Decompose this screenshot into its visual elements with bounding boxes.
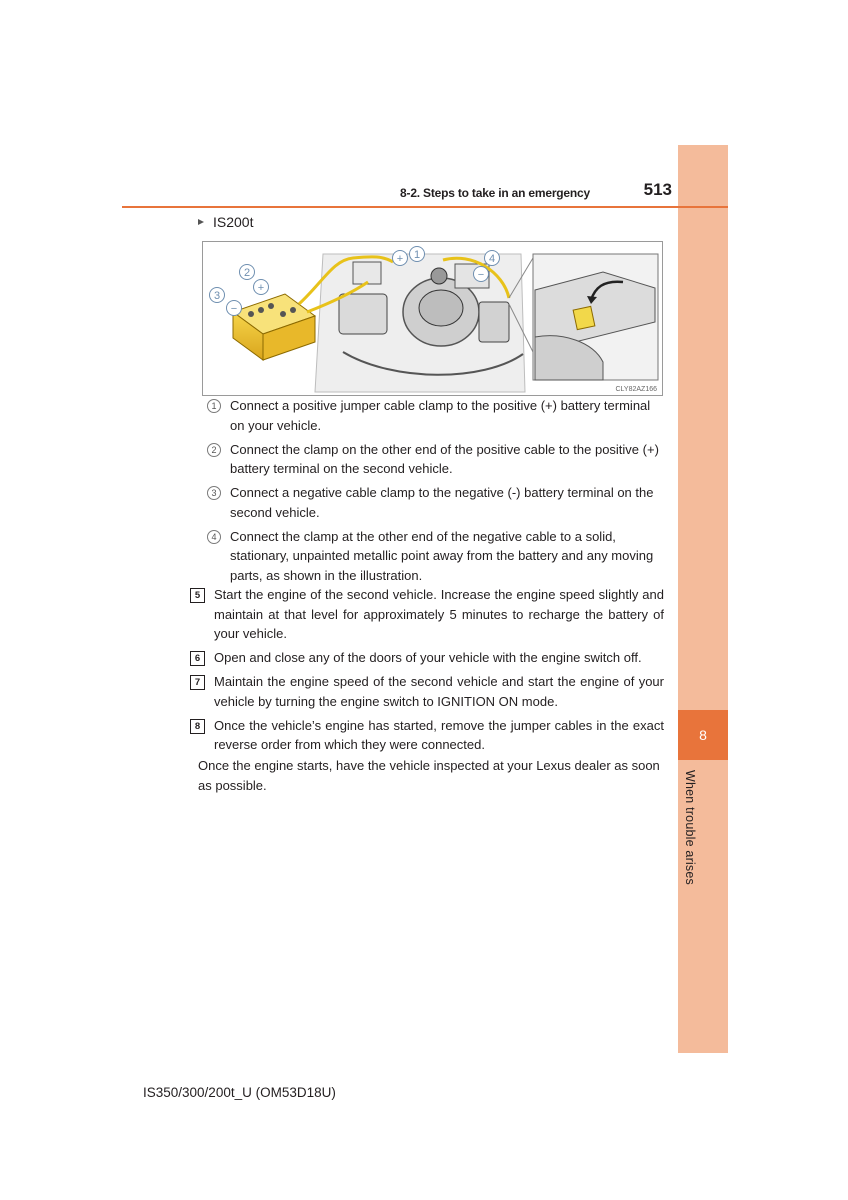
- substep-text: Connect the clamp on the other end of the positive cable to the positive (+) battery terminal on the second vehicle.: [230, 441, 659, 476]
- engine-bay-diagram: [203, 242, 662, 395]
- engine-bay: [315, 254, 525, 392]
- page-number: 513: [643, 180, 672, 199]
- model-heading: [198, 214, 253, 230]
- callout-2-label: 2: [243, 267, 251, 279]
- footer-model-code: IS350/300/200t_U (OM53D18U): [143, 1085, 336, 1100]
- callout-1-label: 1: [413, 249, 421, 261]
- step-item: [190, 716, 664, 755]
- substep-text: Connect a negative cable clamp to the negative (-) battery terminal on the second vehicle.: [230, 485, 654, 520]
- substep-item: [206, 396, 664, 435]
- closing-note: Once the engine starts, have the vehicle inspected at your Lexus dealer as soon as possible.: [198, 758, 660, 793]
- step-text: Start the engine of the second vehicle. Increase the engine speed slightly and maintain at that level for approximately 5 minutes to recharge the battery of your vehicle.: [214, 587, 664, 641]
- step-list: [190, 585, 664, 759]
- circled-number-icon: 1: [207, 399, 221, 413]
- step-text: Once the vehicle’s engine has started, remove the jumper cables in the exact reverse order from which they were connected.: [214, 717, 664, 752]
- header-divider: [122, 206, 728, 208]
- step-number-box: 7: [190, 675, 205, 690]
- substep-list: [206, 396, 664, 590]
- chapter-side-tab: [678, 145, 728, 1053]
- circled-number-icon: 2: [207, 443, 221, 457]
- substep-text: Connect a positive jumper cable clamp to the positive (+) battery terminal on your vehicle.: [230, 398, 651, 433]
- circled-number-icon: 4: [207, 530, 221, 544]
- callout-4-label: 4: [488, 253, 496, 265]
- step-number-box: 8: [190, 719, 205, 734]
- substep-item: [206, 440, 664, 479]
- step-item: [190, 672, 664, 711]
- step-text: Open and close any of the doors of your vehicle with the engine switch off.: [214, 650, 642, 665]
- substep-item: [206, 527, 664, 586]
- chapter-number-badge: 8: [678, 710, 728, 760]
- callout-3-label: 3: [213, 290, 221, 302]
- triangle-bullet-icon: [198, 219, 204, 225]
- step-item: [190, 648, 664, 668]
- callout-negative-2-sign: −: [477, 269, 485, 281]
- model-heading-label: IS200t: [213, 214, 254, 230]
- jump-start-illustration: [202, 241, 663, 396]
- figure-code: CLY82AZ166: [615, 386, 657, 393]
- ground-point-inset: [533, 254, 658, 380]
- substep-item: [206, 483, 664, 522]
- section-title: 8-2. Steps to take in an emergency: [400, 186, 590, 200]
- callout-positive-sign: +: [257, 282, 265, 294]
- booster-battery: [230, 294, 315, 360]
- step-number-box: 6: [190, 651, 205, 666]
- chapter-title-vertical: When trouble arises: [683, 770, 697, 885]
- callout-positive-2-sign: +: [396, 253, 404, 265]
- substep-text: Connect the clamp at the other end of the negative cable to a solid, stationary, unpainted metallic point away from the battery and any moving parts, as shown in the illustration.: [230, 528, 654, 583]
- callout-negative-sign: −: [230, 303, 238, 315]
- step-text: Maintain the engine speed of the second vehicle and start the engine of your vehicle by turning the engine switch to IGNITION ON mode.: [214, 674, 664, 709]
- circled-number-icon: 3: [207, 486, 221, 500]
- step-item: [190, 585, 664, 644]
- step-number-box: 5: [190, 588, 205, 603]
